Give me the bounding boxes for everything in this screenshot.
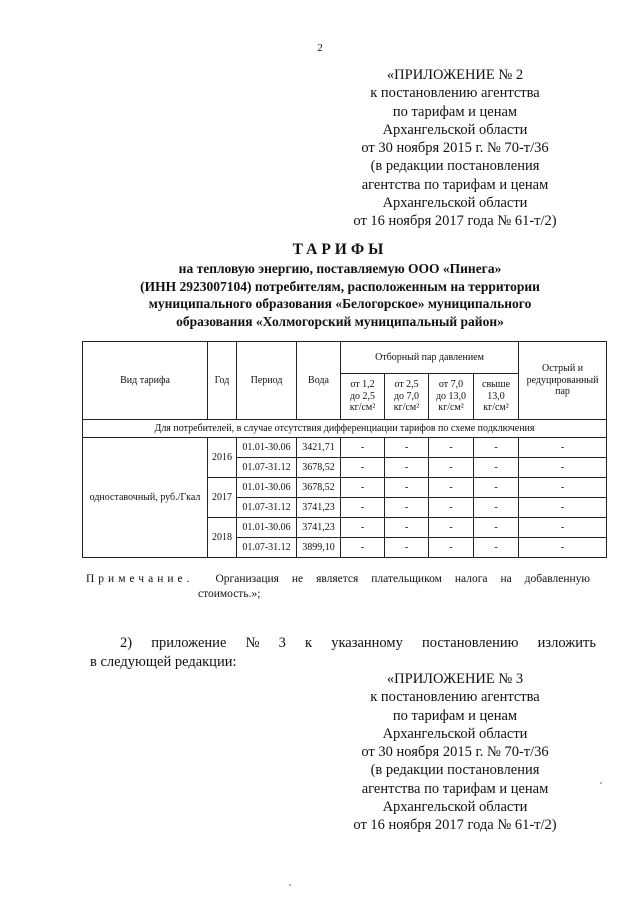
tariffs-table bbox=[82, 341, 607, 558]
year-cell: 2017 bbox=[208, 478, 237, 518]
appendix-3-header bbox=[305, 670, 605, 835]
sharp-steam-value-cell: - bbox=[519, 538, 607, 558]
sharp-steam-value-cell: - bbox=[519, 438, 607, 458]
appendix-line: Архангельской области bbox=[382, 195, 528, 212]
header-text-line: до 2,5 bbox=[349, 390, 376, 402]
water-value-cell: 3421,71 bbox=[297, 438, 341, 458]
appendix-line: к постановлению агентства bbox=[370, 85, 540, 102]
note-text: Организация не является плательщиком налога на добавленную bbox=[215, 573, 590, 585]
header-text-line: кг/см² bbox=[438, 402, 464, 414]
steam-value-cell: - bbox=[341, 498, 385, 518]
header-text-line: свыше bbox=[482, 379, 511, 391]
header-tariff-type: Вид тарифа bbox=[83, 342, 208, 420]
note-label: Примечание. bbox=[86, 573, 194, 585]
header-text-line: 13,0 bbox=[487, 390, 505, 402]
title-subline: муниципального образования «Белогорское» муниципального bbox=[148, 296, 532, 312]
sharp-steam-value-cell: - bbox=[519, 478, 607, 498]
note-block bbox=[86, 572, 590, 602]
section-label: Для потребителей, в случае отсутствия дифференциации тарифов по схеме подключения bbox=[83, 420, 607, 438]
header-steam-col bbox=[341, 374, 385, 420]
water-value-cell: 3678,52 bbox=[297, 458, 341, 478]
header-text-line: редуцированный bbox=[526, 374, 599, 386]
note-line bbox=[86, 572, 590, 587]
header-text-line: кг/см² bbox=[483, 402, 509, 414]
period-cell: 01.01-30.06 bbox=[237, 518, 297, 538]
header-text-line: кг/см² bbox=[349, 402, 376, 414]
appendix-line: по тарифам и ценам bbox=[392, 103, 518, 120]
scan-speck bbox=[289, 884, 291, 886]
steam-value-cell: - bbox=[474, 538, 519, 558]
water-value-cell: 3678,52 bbox=[297, 478, 341, 498]
steam-value-cell: - bbox=[341, 458, 385, 478]
steam-value-cell: - bbox=[341, 438, 385, 458]
appendix-2-header bbox=[305, 66, 605, 231]
period-cell: 01.01-30.06 bbox=[237, 478, 297, 498]
water-value-cell: 3741,23 bbox=[297, 498, 341, 518]
header-period: Период bbox=[237, 342, 297, 420]
steam-value-cell: - bbox=[385, 498, 429, 518]
tariff-type-cell: одноставочный, руб./Гкал bbox=[83, 438, 208, 558]
steam-value-cell: - bbox=[429, 478, 474, 498]
header-steam-col bbox=[474, 374, 519, 420]
sharp-steam-value-cell: - bbox=[519, 458, 607, 478]
page-number: 2 bbox=[317, 42, 323, 54]
appendix-line: к постановлению агентства bbox=[370, 689, 540, 706]
steam-value-cell: - bbox=[474, 518, 519, 538]
page-title: ТАРИФЫ bbox=[292, 241, 388, 258]
table-header-row bbox=[83, 342, 607, 374]
steam-value-cell: - bbox=[385, 538, 429, 558]
paragraph-word: изложить bbox=[537, 635, 596, 651]
steam-value-cell: - bbox=[429, 438, 474, 458]
header-text-line: Острый и bbox=[541, 363, 584, 375]
paragraph-line bbox=[90, 634, 596, 653]
period-cell: 01.01-30.06 bbox=[237, 438, 297, 458]
appendix-line: Архангельской области bbox=[382, 725, 528, 742]
header-sharp-steam bbox=[519, 342, 607, 420]
tariffs-title-block bbox=[60, 240, 620, 330]
steam-value-cell: - bbox=[474, 498, 519, 518]
header-water: Вода bbox=[297, 342, 341, 420]
header-year: Год bbox=[208, 342, 237, 420]
period-cell: 01.07-31.12 bbox=[237, 538, 297, 558]
water-value-cell: 3899,10 bbox=[297, 538, 341, 558]
appendix-line: по тарифам и ценам bbox=[392, 707, 518, 724]
table-row bbox=[83, 438, 607, 458]
paragraph-word: 3 bbox=[278, 635, 286, 651]
water-value-cell: 3741,23 bbox=[297, 518, 341, 538]
steam-value-cell: - bbox=[474, 438, 519, 458]
appendix-line: Архангельской области bbox=[382, 121, 528, 138]
steam-value-cell: - bbox=[385, 438, 429, 458]
header-text-line: кг/см² bbox=[393, 402, 420, 414]
paragraph-word: к bbox=[305, 635, 313, 651]
paragraph-line: в следующей редакции: bbox=[90, 654, 237, 670]
appendix-line: от 16 ноября 2017 года № 61-т/2) bbox=[353, 213, 557, 230]
header-text-line: от 1,2 bbox=[350, 379, 375, 391]
steam-value-cell: - bbox=[429, 498, 474, 518]
appendix-line: агентства по тарифам и ценам bbox=[361, 780, 549, 797]
steam-value-cell: - bbox=[385, 518, 429, 538]
appendix-line: (в редакции постановления bbox=[370, 158, 540, 175]
steam-value-cell: - bbox=[341, 518, 385, 538]
appendix-line: от 30 ноября 2015 г. № 70-т/36 bbox=[361, 140, 549, 157]
header-text-line: до 13,0 bbox=[435, 390, 467, 402]
header-text-line: до 7,0 bbox=[393, 390, 420, 402]
header-steam-group: Отборный пар давлением bbox=[341, 342, 519, 374]
appendix-line: Архангельской области bbox=[382, 799, 528, 816]
paragraph-word: 2) bbox=[120, 635, 133, 651]
appendix-line: агентства по тарифам и ценам bbox=[361, 176, 549, 193]
amendment-paragraph bbox=[90, 634, 596, 672]
year-cell: 2016 bbox=[208, 438, 237, 478]
paragraph-word: № bbox=[245, 635, 260, 651]
sharp-steam-value-cell: - bbox=[519, 518, 607, 538]
header-steam-col bbox=[429, 374, 474, 420]
steam-value-cell: - bbox=[429, 458, 474, 478]
year-cell: 2018 bbox=[208, 518, 237, 558]
header-text-line: от 7,0 bbox=[438, 379, 464, 391]
steam-value-cell: - bbox=[341, 538, 385, 558]
period-cell: 01.07-31.12 bbox=[237, 458, 297, 478]
sharp-steam-value-cell: - bbox=[519, 498, 607, 518]
header-text-line: пар bbox=[555, 386, 570, 398]
appendix-line: «ПРИЛОЖЕНИЕ № 2 bbox=[386, 67, 524, 83]
title-subline: на тепловую энергию, поставляемую ООО «Пинега» bbox=[178, 261, 502, 276]
header-steam-col bbox=[385, 374, 429, 420]
steam-value-cell: - bbox=[474, 478, 519, 498]
title-subline: (ИНН 2923007104) потребителям, расположенным на территории bbox=[140, 278, 540, 294]
steam-value-cell: - bbox=[429, 518, 474, 538]
steam-value-cell: - bbox=[474, 458, 519, 478]
appendix-line: «ПРИЛОЖЕНИЕ № 3 bbox=[386, 671, 524, 687]
period-cell: 01.07-31.12 bbox=[237, 498, 297, 518]
steam-value-cell: - bbox=[341, 478, 385, 498]
paragraph-word: постановлению bbox=[421, 635, 519, 651]
header-text-line: от 2,5 bbox=[394, 379, 419, 391]
steam-value-cell: - bbox=[385, 458, 429, 478]
title-subline: образования «Холмогорский муниципальный район» bbox=[176, 313, 504, 329]
steam-value-cell: - bbox=[385, 478, 429, 498]
scan-speck bbox=[600, 782, 602, 784]
steam-value-cell: - bbox=[429, 538, 474, 558]
appendix-line: от 16 ноября 2017 года № 61-т/2) bbox=[353, 817, 557, 834]
paragraph-word: приложение bbox=[151, 635, 227, 651]
table-section-row bbox=[83, 420, 607, 438]
appendix-line: от 30 ноября 2015 г. № 70-т/36 bbox=[361, 744, 549, 761]
paragraph-word: указанному bbox=[331, 635, 403, 651]
note-text-continued: стоимость.»; bbox=[198, 588, 261, 600]
appendix-line: (в редакции постановления bbox=[370, 762, 540, 779]
